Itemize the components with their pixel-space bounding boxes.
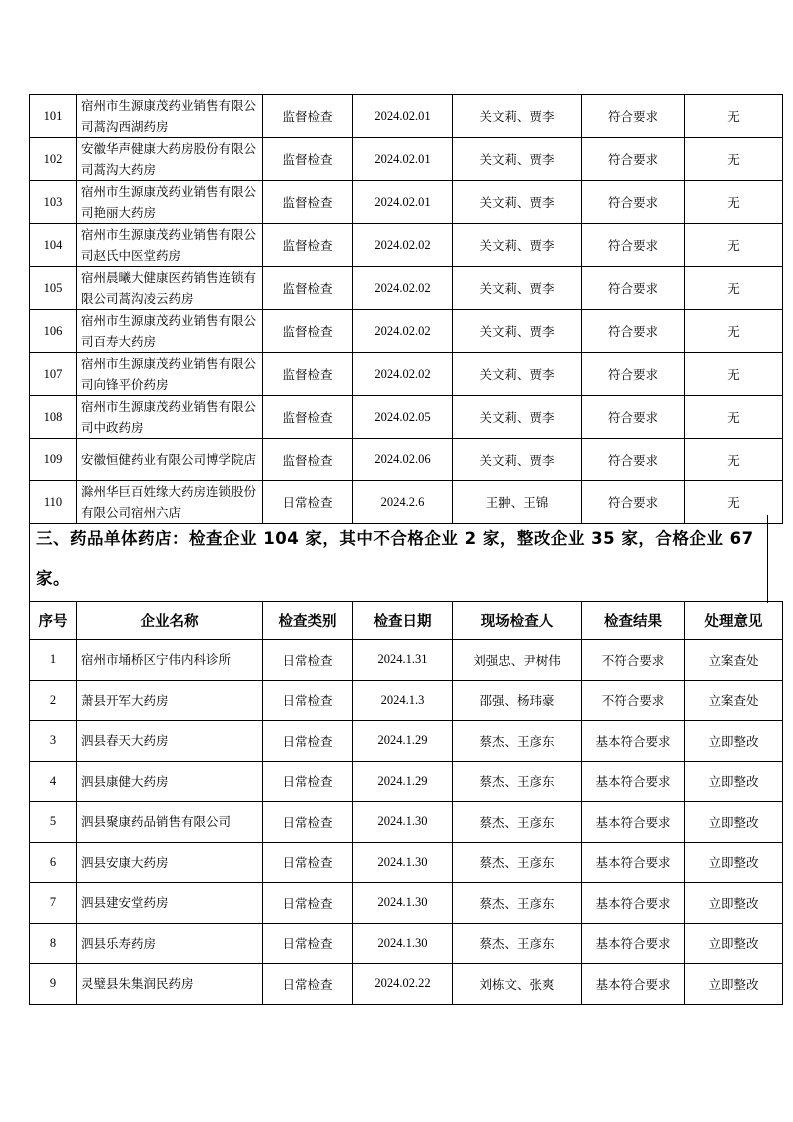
cell-result: 符合要求 (582, 95, 685, 138)
cell-inspection-type: 监督检查 (263, 439, 353, 481)
cell-no: 109 (30, 439, 77, 481)
cell-result: 基本符合要求 (582, 802, 685, 843)
cell-inspection-type: 日常检查 (263, 640, 353, 681)
cell-result: 基本符合要求 (582, 923, 685, 964)
cell-inspection-type: 日常检查 (263, 761, 353, 802)
header-type: 检查类别 (263, 602, 353, 640)
cell-inspection-date: 2024.1.31 (353, 640, 453, 681)
cell-action: 立即整改 (685, 842, 783, 883)
cell-company-name: 滁州华巨百姓缘大药房连锁股份有限公司宿州六店 (77, 481, 263, 524)
cell-result: 基本符合要求 (582, 883, 685, 924)
cell-action: 立即整改 (685, 802, 783, 843)
cell-action: 无 (685, 224, 783, 267)
cell-inspection-date: 2024.1.29 (353, 761, 453, 802)
cell-result: 基本符合要求 (582, 761, 685, 802)
cell-result: 基本符合要求 (582, 721, 685, 762)
cell-action: 立即整改 (685, 923, 783, 964)
cell-company-name: 安徽恒健药业有限公司博学院店 (77, 439, 263, 481)
cell-inspection-date: 2024.02.02 (353, 267, 453, 310)
cell-no: 1 (30, 640, 77, 681)
cell-inspection-date: 2024.1.30 (353, 883, 453, 924)
cell-inspection-type: 监督检查 (263, 224, 353, 267)
cell-no: 110 (30, 481, 77, 524)
table1-body (30, 95, 783, 524)
cell-inspection-type: 监督检查 (263, 310, 353, 353)
cell-action: 立即整改 (685, 883, 783, 924)
cell-inspection-date: 2024.02.01 (353, 138, 453, 181)
cell-inspectors: 关文莉、贾李 (453, 267, 582, 310)
cell-result: 符合要求 (582, 481, 685, 524)
cell-no: 3 (30, 721, 77, 762)
cell-action: 立即整改 (685, 761, 783, 802)
cell-result: 符合要求 (582, 353, 685, 396)
cell-company-name: 泗县聚康药品销售有限公司 (77, 802, 263, 843)
cell-inspection-date: 2024.02.01 (353, 95, 453, 138)
cell-company-name: 宿州市生源康茂药业销售有限公司中政药房 (77, 396, 263, 439)
header-date: 检查日期 (353, 602, 453, 640)
cell-result: 不符合要求 (582, 640, 685, 681)
cell-inspection-date: 2024.1.30 (353, 802, 453, 843)
cell-no: 8 (30, 923, 77, 964)
cell-inspectors: 蔡杰、王彦东 (453, 923, 582, 964)
table-row (30, 224, 783, 267)
cell-action: 无 (685, 353, 783, 396)
table-row (30, 842, 783, 883)
cell-company-name: 宿州市埇桥区宁伟内科诊所 (77, 640, 263, 681)
cell-action: 无 (685, 396, 783, 439)
header-inspectors: 现场检查人 (453, 602, 582, 640)
cell-inspection-date: 2024.02.22 (353, 964, 453, 1005)
cell-company-name: 安徽华声健康大药房股份有限公司蒿沟大药房 (77, 138, 263, 181)
cell-company-name: 泗县康健大药房 (77, 761, 263, 802)
cell-inspection-type: 日常检查 (263, 923, 353, 964)
cell-inspection-date: 2024.1.3 (353, 680, 453, 721)
cell-inspectors: 刘栋文、张爽 (453, 964, 582, 1005)
cell-inspection-date: 2024.02.02 (353, 353, 453, 396)
cell-company-name: 泗县乐寿药房 (77, 923, 263, 964)
cell-action: 立案查处 (685, 640, 783, 681)
cell-inspection-type: 监督检查 (263, 95, 353, 138)
table-row (30, 267, 783, 310)
cell-company-name: 萧县开军大药房 (77, 680, 263, 721)
table-row (30, 310, 783, 353)
cell-no: 103 (30, 181, 77, 224)
cell-no: 2 (30, 680, 77, 721)
table-row (30, 883, 783, 924)
cell-action: 无 (685, 481, 783, 524)
cell-no: 9 (30, 964, 77, 1005)
cell-inspectors: 关文莉、贾李 (453, 353, 582, 396)
cell-no: 107 (30, 353, 77, 396)
cell-inspectors: 关文莉、贾李 (453, 95, 582, 138)
cell-inspectors: 蔡杰、王彦东 (453, 842, 582, 883)
cell-inspectors: 蔡杰、王彦东 (453, 761, 582, 802)
cell-no: 104 (30, 224, 77, 267)
header-no: 序号 (30, 602, 77, 640)
table-row (30, 923, 783, 964)
table-row (30, 640, 783, 681)
cell-action: 立案查处 (685, 680, 783, 721)
cell-no: 108 (30, 396, 77, 439)
inspection-table-continued (29, 94, 783, 524)
cell-inspectors: 关文莉、贾李 (453, 439, 582, 481)
cell-result: 不符合要求 (582, 680, 685, 721)
cell-company-name: 宿州市生源康茂药业销售有限公司艳丽大药房 (77, 181, 263, 224)
cell-result: 符合要求 (582, 310, 685, 353)
table-row (30, 396, 783, 439)
cell-action: 无 (685, 138, 783, 181)
cell-company-name: 泗县春天大药房 (77, 721, 263, 762)
cell-company-name: 宿州市生源康茂药业销售有限公司百寿大药房 (77, 310, 263, 353)
cell-action: 无 (685, 439, 783, 481)
cell-action: 立即整改 (685, 721, 783, 762)
cell-inspection-date: 2024.02.05 (353, 396, 453, 439)
cell-inspection-type: 监督检查 (263, 353, 353, 396)
cell-company-name: 宿州晨曦大健康医药销售连锁有限公司蒿沟凌云药房 (77, 267, 263, 310)
header-name: 企业名称 (77, 602, 263, 640)
cell-no: 5 (30, 802, 77, 843)
cell-result: 基本符合要求 (582, 964, 685, 1005)
cell-inspectors: 关文莉、贾李 (453, 310, 582, 353)
cell-no: 106 (30, 310, 77, 353)
cell-no: 105 (30, 267, 77, 310)
cell-no: 6 (30, 842, 77, 883)
cell-no: 7 (30, 883, 77, 924)
cell-inspectors: 关文莉、贾李 (453, 224, 582, 267)
cell-result: 基本符合要求 (582, 842, 685, 883)
cell-inspection-type: 日常检查 (263, 721, 353, 762)
table-row (30, 964, 783, 1005)
cell-inspection-type: 监督检查 (263, 396, 353, 439)
cell-inspectors: 蔡杰、王彦东 (453, 802, 582, 843)
cell-inspection-type: 日常检查 (263, 802, 353, 843)
cell-result: 符合要求 (582, 181, 685, 224)
table-row (30, 353, 783, 396)
cell-no: 102 (30, 138, 77, 181)
cell-company-name: 宿州市生源康茂药业销售有限公司蒿沟西湖药房 (77, 95, 263, 138)
cell-action: 立即整改 (685, 964, 783, 1005)
cell-inspection-date: 2024.02.02 (353, 224, 453, 267)
table2-body (30, 640, 783, 1005)
cell-inspection-type: 日常检查 (263, 964, 353, 1005)
cell-inspection-date: 2024.1.29 (353, 721, 453, 762)
table-row (30, 680, 783, 721)
cell-result: 符合要求 (582, 138, 685, 181)
cell-company-name: 泗县建安堂药房 (77, 883, 263, 924)
cell-inspection-type: 监督检查 (263, 181, 353, 224)
cell-inspection-type: 日常检查 (263, 680, 353, 721)
cell-company-name: 宿州市生源康茂药业销售有限公司赵氏中医堂药房 (77, 224, 263, 267)
cell-inspection-type: 监督检查 (263, 267, 353, 310)
cell-inspectors: 关文莉、贾李 (453, 181, 582, 224)
cell-inspectors: 刘强忠、尹树伟 (453, 640, 582, 681)
cell-result: 符合要求 (582, 439, 685, 481)
cell-inspection-date: 2024.1.30 (353, 923, 453, 964)
cell-company-name: 宿州市生源康茂药业销售有限公司向锋平价药房 (77, 353, 263, 396)
table-row (30, 95, 783, 138)
cell-inspectors: 关文莉、贾李 (453, 396, 582, 439)
cell-no: 101 (30, 95, 77, 138)
cell-inspection-date: 2024.02.02 (353, 310, 453, 353)
cell-inspectors: 邵强、杨玮豪 (453, 680, 582, 721)
cell-action: 无 (685, 310, 783, 353)
cell-inspection-date: 2024.02.01 (353, 181, 453, 224)
table-row (30, 439, 783, 481)
cell-action: 无 (685, 95, 783, 138)
cell-inspection-type: 监督检查 (263, 138, 353, 181)
section-three-heading: 三、药品单体药店：检查企业 104 家，其中不合格企业 2 家，整改企业 35 家，合格企业 67 家。 (29, 515, 768, 603)
header-result: 检查结果 (582, 602, 685, 640)
cell-inspectors: 关文莉、贾李 (453, 138, 582, 181)
cell-inspection-type: 日常检查 (263, 481, 353, 524)
cell-inspectors: 王翀、王锦 (453, 481, 582, 524)
cell-inspection-type: 日常检查 (263, 883, 353, 924)
cell-company-name: 灵璧县朱集润民药房 (77, 964, 263, 1005)
table-row (30, 802, 783, 843)
cell-inspection-date: 2024.2.6 (353, 481, 453, 524)
cell-inspection-date: 2024.02.06 (353, 439, 453, 481)
cell-action: 无 (685, 267, 783, 310)
cell-action: 无 (685, 181, 783, 224)
header-action: 处理意见 (685, 602, 783, 640)
cell-no: 4 (30, 761, 77, 802)
cell-inspection-type: 日常检查 (263, 842, 353, 883)
table-row (30, 761, 783, 802)
table2-header-row (30, 602, 783, 640)
cell-inspectors: 蔡杰、王彦东 (453, 721, 582, 762)
table-row (30, 138, 783, 181)
cell-result: 符合要求 (582, 224, 685, 267)
table-row (30, 181, 783, 224)
cell-inspection-date: 2024.1.30 (353, 842, 453, 883)
cell-result: 符合要求 (582, 396, 685, 439)
table-row (30, 721, 783, 762)
cell-company-name: 泗县安康大药房 (77, 842, 263, 883)
cell-result: 符合要求 (582, 267, 685, 310)
cell-inspectors: 蔡杰、王彦东 (453, 883, 582, 924)
single-pharmacy-inspection-table (29, 601, 783, 1005)
